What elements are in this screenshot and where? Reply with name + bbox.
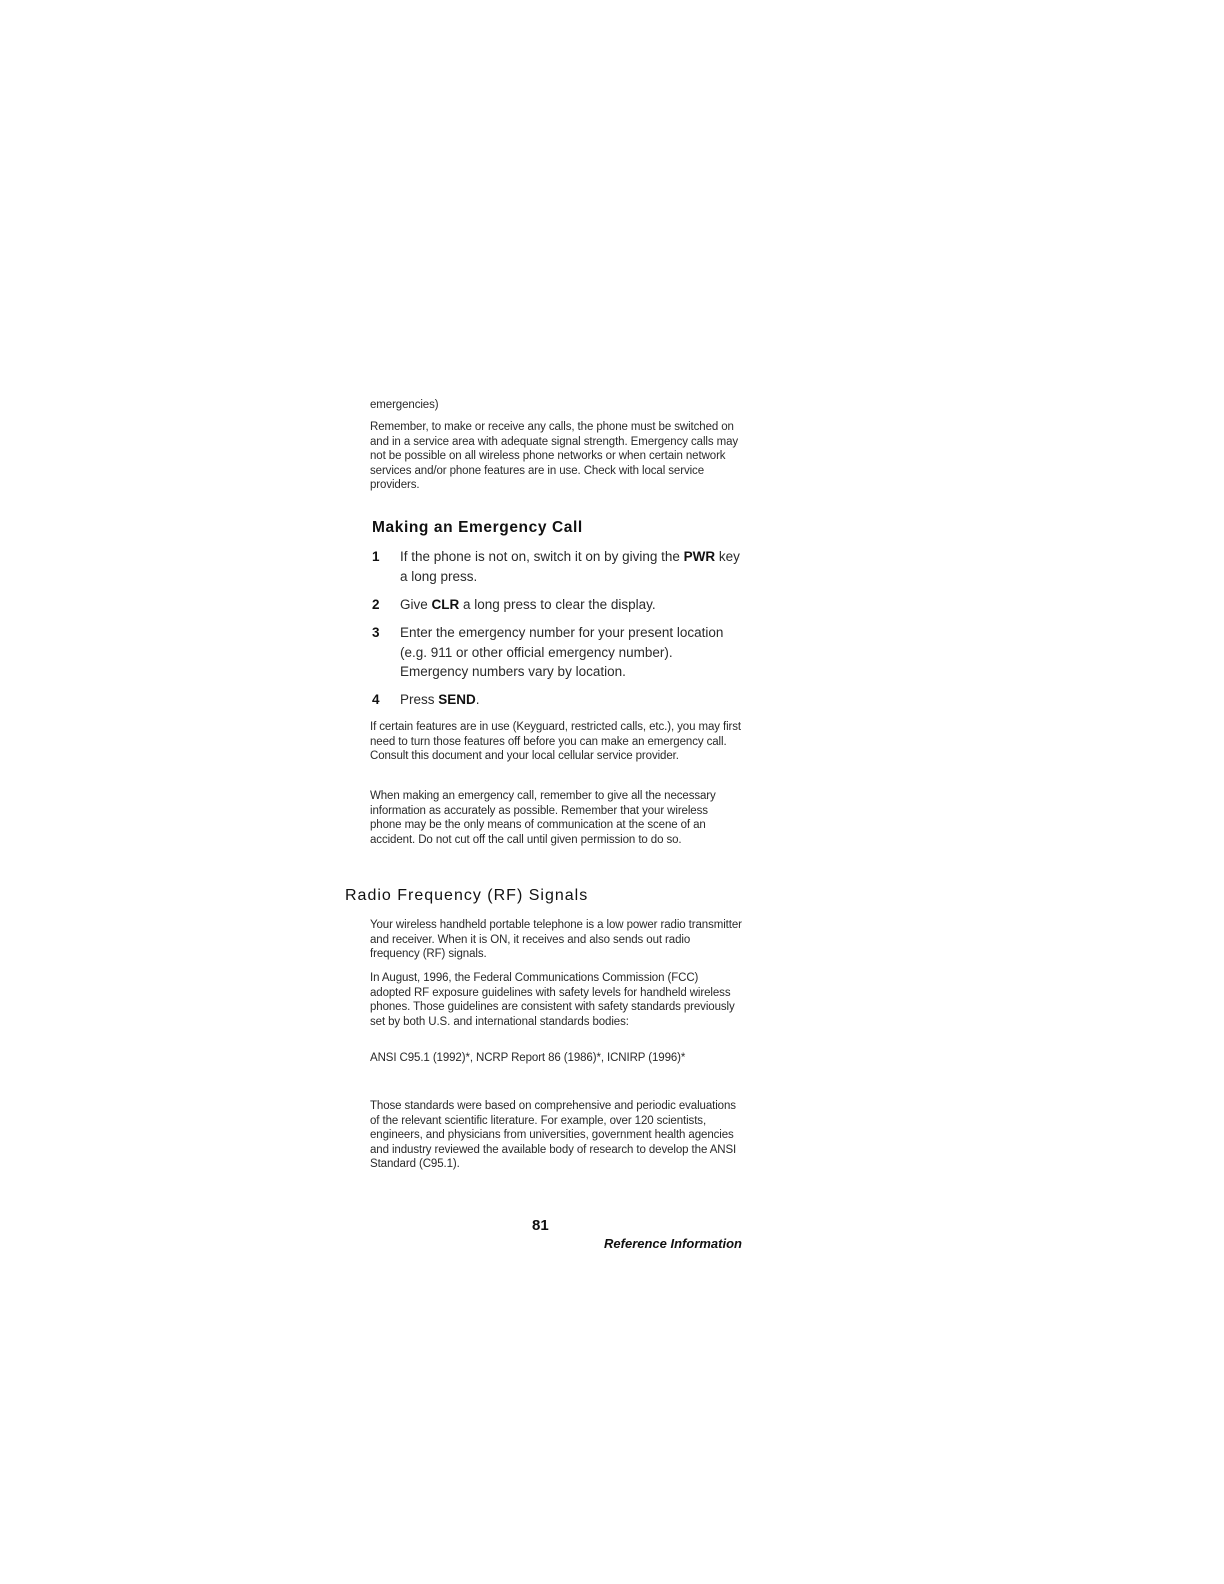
step-number: 1 [372, 549, 380, 564]
running-footer-title: Reference Information [604, 1236, 742, 1251]
send-key-label: SEND [438, 692, 476, 707]
step-text: If the phone is not on, switch it on by giving the PWR key a long press. [400, 549, 740, 584]
rf-paragraph-2: In August, 1996, the Federal Communications Commission (FCC) adopted RF exposure guidelines with safety levels for handheld wireless phones. Those guidelines are consistent with safety standards previously set by both U.S. and international standards bodies: [370, 972, 735, 1028]
step-number: 3 [372, 625, 380, 640]
step-1 [372, 547, 744, 586]
step-3 [372, 623, 744, 682]
intro-paragraph: Remember, to make or receive any calls, the phone must be switched on and in a service area with adequate signal strength. Emergency calls may not be possible on all wireless phone networks or when certain network services and/or phone features are in use. Check with local service providers. [370, 421, 739, 492]
standards-list: ANSI C95.1 (1992)*, NCRP Report 86 (1986)*, ICNIRP (1996)* [370, 1052, 686, 1064]
emergency-info-paragraph: When making an emergency call, remember to give all the necessary information as accurately as possible. Remember that your wireless phone may be the only means of communication at the scene of an accident. Do not cut off the call until given permission to do so. [370, 790, 716, 846]
continued-text-fragment: emergencies) [370, 399, 439, 411]
step-2 [372, 595, 744, 615]
step-text: Give CLR a long press to clear the display. [400, 597, 656, 612]
step-number: 2 [372, 597, 380, 612]
rf-paragraph-4: Those standards were based on comprehensive and periodic evaluations of the relevant scientific literature. For example, over 120 scientists, engineers, and physicians from universities, government health agencies and industry reviewed the available body of research to develop the ANSI Standard (C95.1). [370, 1100, 737, 1171]
features-note-paragraph: If certain features are in use (Keyguard, restricted calls, etc.), you may first need to turn those features off before you can make an emergency call. Consult this document and your local cellular service provider. [370, 721, 742, 763]
step-number: 4 [372, 692, 380, 707]
step-text: Enter the emergency number for your present location (e.g. 911 or other official emergency number). Emergency numbers vary by location. [400, 625, 724, 679]
pwr-key-label: PWR [683, 549, 716, 564]
clr-key-label: CLR [431, 597, 460, 612]
rf-signals-heading: Radio Frequency (RF) Signals [345, 887, 589, 904]
emergency-call-heading: Making an Emergency Call [372, 519, 583, 536]
step-4 [372, 690, 744, 710]
rf-paragraph-1: Your wireless handheld portable telephone is a low power radio transmitter and receiver. When it is ON, it receives and also sends out radio frequency (RF) signals. [370, 919, 742, 961]
page-number: 81 [532, 1217, 549, 1234]
step-text: Press SEND. [400, 692, 480, 707]
